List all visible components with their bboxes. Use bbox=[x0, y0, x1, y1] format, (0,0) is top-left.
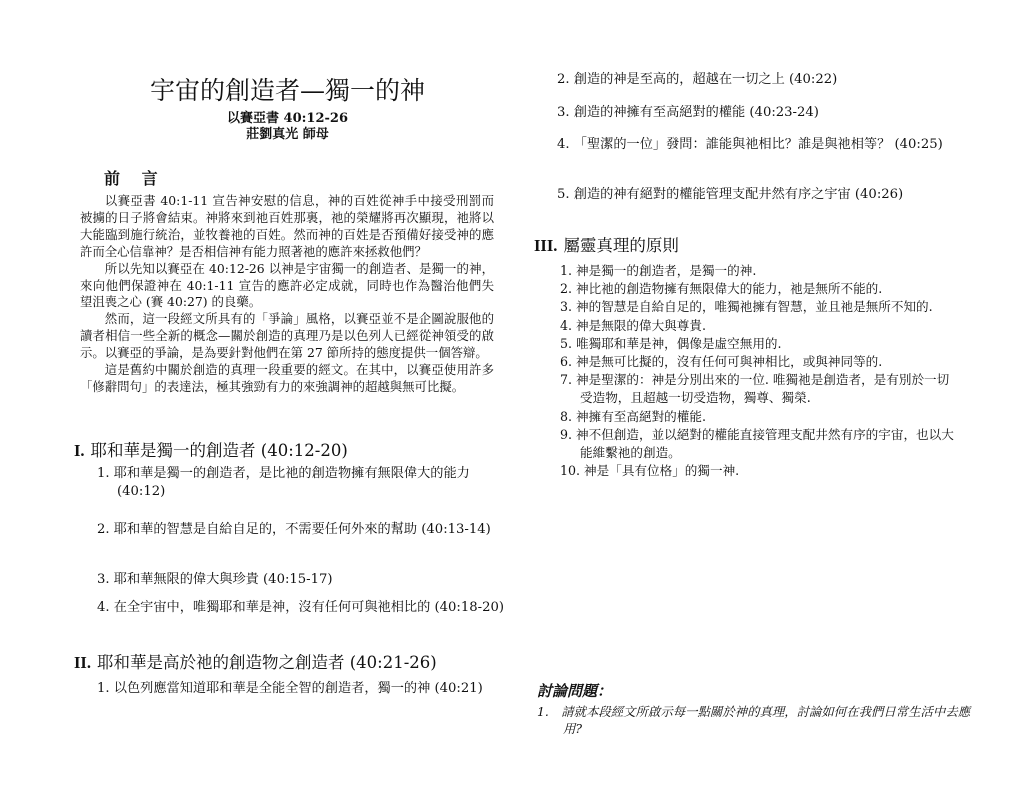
list-item: 6. 神是無可比擬的，沒有任何可與神相比，或與神同等的. bbox=[560, 354, 883, 370]
list-item: 2. 耶和華的智慧是自給自足的，不需要任何外來的幫助 (40:13-14) bbox=[97, 522, 491, 537]
section-3-heading bbox=[534, 236, 679, 256]
list-item: 1. 以色列應當知道耶和華是全能全智的創造者，獨一的神 (40:21) bbox=[97, 681, 483, 696]
discussion-question: 1. 請就本段經文所啟示每一點關於神的真理，討論如何在我們日常生活中去應用? bbox=[537, 704, 971, 736]
section-title: 耶和華是獨一的創造者 (40:12-20) bbox=[90, 441, 348, 460]
list-item: 3. 神的智慧是自給自足的，唯獨祂擁有智慧，並且祂是無所不知的. bbox=[560, 299, 933, 315]
list-item: 9. 神不但創造，並以絕對的權能直接管理支配井然有序的宇宙，也以大能維繫祂的創造。 bbox=[560, 426, 954, 461]
list-item: 3. 耶和華無限的偉大與珍貴 (40:15-17) bbox=[97, 572, 333, 587]
list-item: 2. 神比祂的創造物擁有無限偉大的能力，祂是無所不能的. bbox=[560, 281, 883, 297]
section-numeral: I. bbox=[74, 441, 85, 460]
list-item: 10. 神是「具有位格」的獨一神. bbox=[560, 463, 740, 479]
list-item: 5. 創造的神有絕對的權能管理支配井然有序之宇宙 (40:26) bbox=[557, 187, 904, 202]
section-2-heading bbox=[74, 653, 437, 673]
list-item: 4. 在全宇宙中，唯獨耶和華是神，沒有任何可與祂相比的 (40:18-20) bbox=[97, 600, 504, 615]
intro-heading: 前 言 bbox=[104, 169, 166, 188]
intro-paragraph: 所以先知以賽亞在 40:12-26 以神是宇宙獨一的創造者、是獨一的神，來向他們保證神在 40:1-11 宣告的應許必定成就，同時也作為醫治他們失望沮喪之心 (賽 40:27) 的良藥。 bbox=[80, 260, 494, 310]
discussion-heading: 討論問題： bbox=[537, 682, 613, 700]
section-title: 屬靈真理的原則 bbox=[563, 236, 679, 255]
intro-paragraph: 這是舊約中關於創造的真理一段重要的經文。在其中，以賽亞使用許多「修辭問句」的表達法，極其強勁有力的來強調神的超越與無可比擬。 bbox=[80, 362, 494, 394]
section-title: 耶和華是高於祂的創造物之創造者 (40:21-26) bbox=[96, 653, 437, 672]
list-item: 4. 「聖潔的一位」發問：誰能與祂相比？誰是與祂相等？ (40:25) bbox=[557, 137, 943, 152]
document-title: 宇宙的創造者—獨一的神 bbox=[149, 76, 425, 105]
list-item: 2. 創造的神是至高的，超越在一切之上 (40:22) bbox=[557, 72, 838, 87]
list-item: 4. 神是無限的偉大與尊貴. bbox=[560, 317, 706, 333]
intro-paragraph: 然而，這一段經文所具有的「爭論」風格，以賽亞並不是企圖說服他的讀者相信一些全新的概念—關於創造的真理乃是以色列人已經從神領受的啟示。以賽亞的爭論，是為要針對他們在第 27 節所持的態度提供一個答辯。 bbox=[80, 311, 494, 361]
list-item: 1. 耶和華是獨一的創造者，是比祂的創造物擁有無限偉大的能力 (40:12) bbox=[97, 466, 470, 499]
principles-list bbox=[560, 262, 960, 480]
list-item: 7. 神是聖潔的：神是分別出來的一位. 唯獨祂是創造者，是有別於一切受造物，且超越一切受造物，獨尊、獨榮. bbox=[560, 372, 950, 406]
author: 莊劉真光 師母 bbox=[246, 127, 329, 142]
list-item: 3. 創造的神擁有至高絕對的權能 (40:23-24) bbox=[557, 105, 819, 120]
intro-paragraph: 以賽亞書 40:1-11 宣告神安慰的信息，神的百姓從神手中接受刑罰而被擄的日子將會結束。神將來到祂百姓那裏，祂的榮耀將再次顯現，祂將以大能臨到施行統治，並牧養祂的百姓。然而神的百姓是否預備好接受神的應許而全心信靠神？是否相信神有能力照著祂的應許來拯救他們？ bbox=[80, 193, 494, 259]
section-numeral: II. bbox=[74, 653, 91, 672]
list-item: 1. 神是獨一的創造者，是獨一的神. bbox=[560, 263, 757, 278]
intro-body bbox=[80, 193, 494, 396]
list-item: 5. 唯獨耶和華是神，偶像是虛空無用的. bbox=[560, 335, 782, 351]
list-item: 8. 神擁有至高絕對的權能. bbox=[560, 408, 706, 424]
section-numeral: III. bbox=[534, 236, 558, 255]
section-1-heading bbox=[74, 441, 348, 461]
scripture-reference: 以賽亞書 40:12-26 bbox=[227, 111, 348, 126]
